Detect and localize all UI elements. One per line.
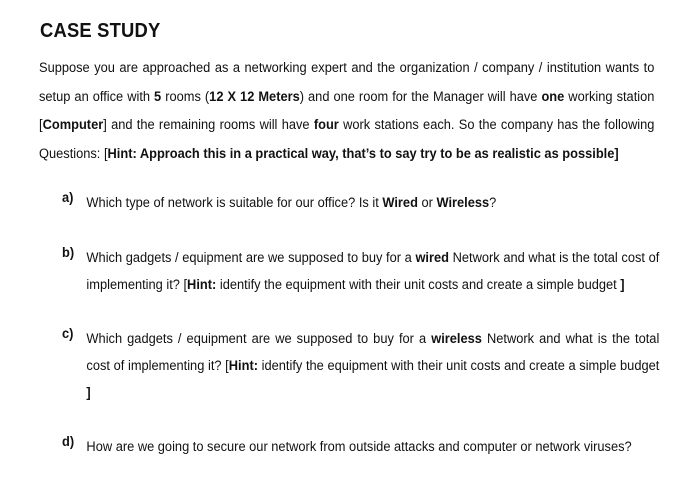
question-text [86,434,659,461]
question-b [62,245,659,299]
intro-text: work stations each. So the company has the following Questions: [ [39,117,655,162]
question-letter: b) [62,245,75,261]
question-segment: Network and what is the total cost of implementing it? [ [86,331,660,374]
intro-hint: Hint: Approach this in a practical way, that’s to say try to be as realistic as possible] [107,145,619,162]
keyword-wired: Wired [382,195,418,211]
manager-stations: one [541,88,565,105]
intro-paragraph [39,54,654,168]
question-text [86,245,659,299]
room-size: 12 X 12 Meters [209,88,300,105]
page-title: CASE STUDY [40,20,161,42]
other-stations: four [313,117,339,133]
question-text [86,326,659,407]
intro-text: Suppose you are approached as a networking expert and the organization / company / institution wants to setup an office with [39,60,655,105]
question-segment: Which gadgets / equipment are we supposed to buy for a [86,331,432,347]
computer-label: Computer [42,117,104,133]
hint-label: Hint: [187,277,217,293]
question-segment: or [417,195,437,211]
intro-text: rooms ( [161,88,210,105]
question-letter: c) [62,326,74,342]
closing-bracket: ] [620,277,625,293]
keyword-wireless: wireless [431,331,482,347]
question-c [62,326,659,407]
question-letter: d) [62,434,75,450]
question-segment: identify the equipment with their unit costs and create a simple budget [216,277,621,293]
question-d [62,434,659,461]
intro-text: ] and the remaining rooms will have [103,117,314,133]
question-letter: a) [62,190,74,206]
hint-label: Hint: [228,358,259,374]
question-segment: Which type of network is suitable for our office? Is it [86,195,383,211]
keyword-wired: wired [415,250,449,266]
rooms-count: 5 [154,88,162,105]
question-segment: Which gadgets / equipment are we supposed to buy for a [86,250,416,266]
question-text [86,190,659,217]
question-segment: identify the equipment with their unit costs and create a simple budget [258,358,660,374]
question-segment: ? [489,195,497,211]
intro-text: ) and one room for the Manager will have [299,88,542,105]
closing-bracket: ] [86,385,91,401]
question-segment: Network and what is the total cost of implementing it? [ [86,250,660,293]
question-a [62,190,659,217]
keyword-wireless: Wireless [436,195,490,211]
intro-text: working station [ [39,88,655,133]
question-segment: How are we going to secure our network from outside attacks and computer or network viruses? [86,439,632,455]
